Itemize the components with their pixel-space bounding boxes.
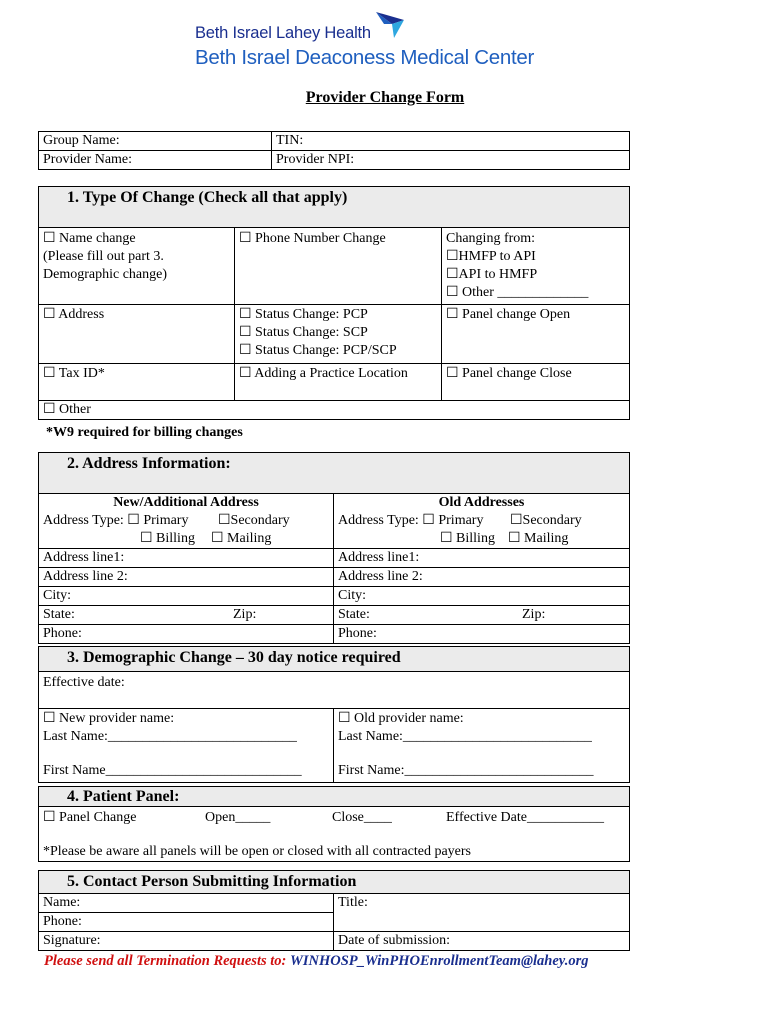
group-name-field[interactable]: Group Name: [39,132,272,151]
old-city[interactable]: City: [334,587,630,606]
new-city[interactable]: City: [39,587,334,606]
section1-table [38,186,630,420]
new-address-line2[interactable]: Address line 2: [39,568,334,587]
panel-open-field[interactable]: Open_____ [205,810,271,825]
section3-table [38,646,630,783]
new-last-name-field[interactable]: Last Name:___________________________ [43,729,297,744]
old-address-mailing[interactable]: ☐ Mailing [508,531,569,546]
section4-table [38,786,630,862]
name-change-note-1: (Please fill out part 3. [43,249,164,264]
phone-change-checkbox[interactable]: ☐ Phone Number Change [239,231,386,246]
new-phone[interactable]: Phone: [39,625,334,644]
status-pcp-checkbox[interactable]: ☐ Status Change: PCP [239,307,368,322]
api-to-hmfp-checkbox[interactable]: ☐API to HMFP [446,267,538,282]
status-scp-checkbox[interactable]: ☐ Status Change: SCP [239,325,368,340]
old-first-name-field[interactable]: First Name:___________________________ [338,763,594,778]
old-address-line1[interactable]: Address line1: [334,549,630,568]
brand-top: Beth Israel Lahey Health [195,24,371,42]
panel-close-field[interactable]: Close____ [332,810,392,825]
new-state[interactable]: State: [43,607,75,622]
new-provider-checkbox[interactable]: ☐ New provider name: [43,711,175,726]
provider-npi-field[interactable]: Provider NPI: [272,151,630,170]
header-table [38,131,630,170]
old-address-header: Old Addresses [438,495,525,510]
section5-table [38,870,630,951]
signature-field[interactable]: Signature: [39,932,334,951]
form-title: Provider Change Form [305,89,465,106]
section1-title: 1. Type Of Change (Check all that apply) [39,187,630,228]
section3-title: 3. Demographic Change – 30 day notice required [39,647,630,672]
other-changing-checkbox[interactable]: ☐ Other _____________ [446,285,589,300]
old-address-line2[interactable]: Address line 2: [334,568,630,587]
old-zip[interactable]: Zip: [522,607,546,622]
old-last-name-field[interactable]: Last Name:___________________________ [338,729,592,744]
panel-close-checkbox[interactable]: ☐ Panel change Close [446,366,572,381]
new-address-header: New/Additional Address [113,495,259,510]
brand-main: Beth Israel Deaconess Medical Center [195,46,535,69]
new-address-type-primary[interactable]: Address Type: ☐ Primary [43,513,189,528]
adding-location-checkbox[interactable]: ☐ Adding a Practice Location [239,366,408,381]
new-address-secondary[interactable]: ☐Secondary [218,513,290,528]
date-of-submission-field[interactable]: Date of submission: [334,932,630,951]
tin-field[interactable]: TIN: [272,132,630,151]
panel-change-checkbox[interactable]: ☐ Panel Change [43,810,137,825]
logo-bird-icon [372,6,408,42]
provider-name-field[interactable]: Provider Name: [39,151,272,170]
footer-email-link[interactable]: WINHOSP_WinPHOEnrollmentTeam@lahey.org [289,953,589,969]
footer-instruction: Please send all Termination Requests to: [44,953,287,969]
old-provider-checkbox[interactable]: ☐ Old provider name: [338,711,464,726]
panel-effective-date-field[interactable]: Effective Date___________ [446,810,604,825]
contact-title-field[interactable]: Title: [334,894,630,932]
new-address-line1[interactable]: Address line1: [39,549,334,568]
new-address-mailing[interactable]: ☐ Mailing [211,531,272,546]
status-pcpscp-checkbox[interactable]: ☐ Status Change: PCP/SCP [239,343,397,358]
panel-open-checkbox[interactable]: ☐ Panel change Open [446,307,571,322]
changing-from-label: Changing from: [446,231,536,246]
tax-id-checkbox[interactable]: ☐ Tax ID* [43,366,105,381]
section4-title: 4. Patient Panel: [39,787,630,807]
new-zip[interactable]: Zip: [233,607,257,622]
old-state[interactable]: State: [338,607,370,622]
w9-note: *W9 required for billing changes [46,425,243,440]
address-checkbox[interactable]: ☐ Address [43,307,105,322]
section2-table [38,452,630,644]
effective-date-field[interactable]: Effective date: [39,672,630,709]
new-first-name-field[interactable]: First Name____________________________ [43,763,302,778]
section2-title: 2. Address Information: [39,453,630,494]
old-phone[interactable]: Phone: [334,625,630,644]
old-address-billing[interactable]: ☐ Billing [440,531,495,546]
hmfp-to-api-checkbox[interactable]: ☐HMFP to API [446,249,536,264]
new-address-billing[interactable]: ☐ Billing [140,531,195,546]
name-change-checkbox[interactable]: ☐ Name change [43,231,136,246]
name-change-note-2: Demographic change) [43,267,167,282]
old-address-secondary[interactable]: ☐Secondary [510,513,582,528]
footer [44,953,588,970]
contact-name-field[interactable]: Name: [39,894,334,913]
old-address-type-primary[interactable]: Address Type: ☐ Primary [338,513,484,528]
panel-note: *Please be aware all panels will be open or closed with all contracted payers [43,844,472,859]
contact-phone-field[interactable]: Phone: [39,913,334,932]
other-checkbox[interactable]: ☐ Other [43,402,91,417]
section5-title: 5. Contact Person Submitting Information [39,871,630,894]
